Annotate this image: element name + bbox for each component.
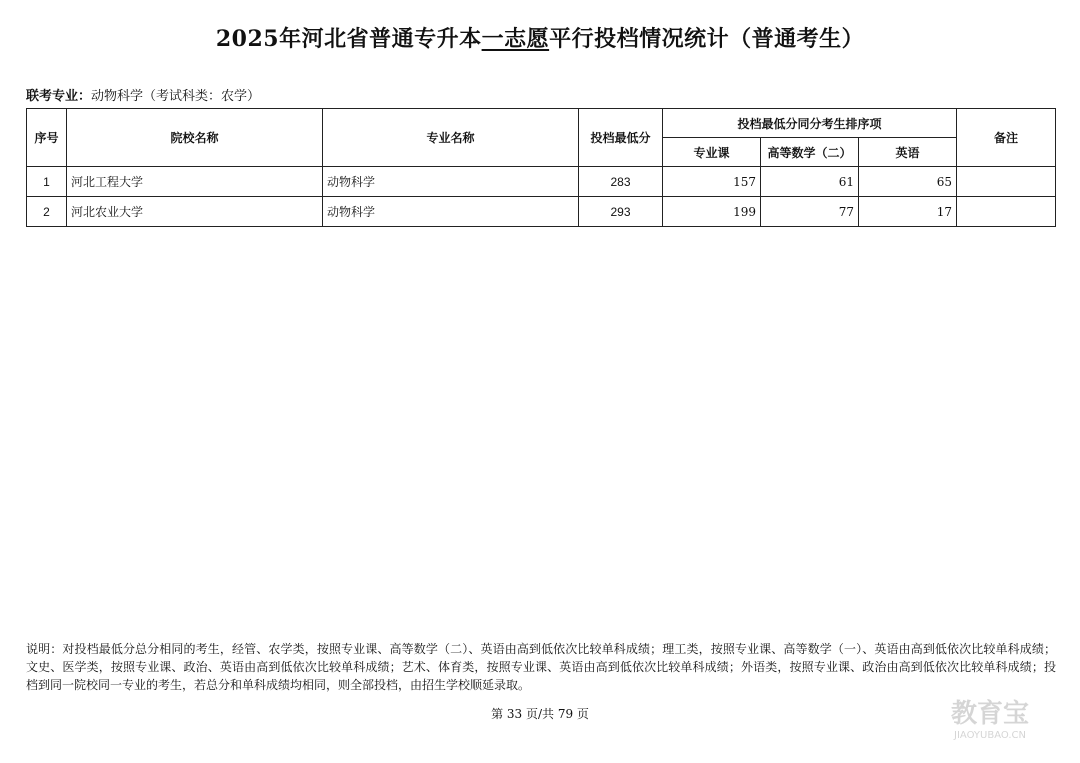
- watermark-en: JIAOYUBAO.CN: [954, 730, 1026, 741]
- cell-min-score: 283: [579, 167, 663, 197]
- cell-english: 65: [859, 167, 957, 197]
- header-remark: 备注: [957, 109, 1056, 167]
- exam-major-value: 动物科学（考试科类：农学）: [91, 89, 261, 104]
- title-prefix: 2025年河北省普通专升本: [215, 26, 482, 52]
- header-major: 专业名称: [323, 109, 579, 167]
- header-min-score: 投档最低分: [579, 109, 663, 167]
- cell-math: 77: [761, 197, 859, 227]
- header-index: 序号: [27, 109, 67, 167]
- header-math: 高等数学（二）: [761, 138, 859, 167]
- exam-major-line: [26, 85, 260, 104]
- page-number: 第 33 页/共 79 页: [491, 707, 589, 721]
- cell-index: 1: [27, 167, 67, 197]
- header-english: 英语: [859, 138, 957, 167]
- cell-remark: [957, 197, 1056, 227]
- cell-major-course: 199: [663, 197, 761, 227]
- table-row: [27, 167, 1056, 197]
- exam-major-label: 联考专业：: [26, 89, 92, 104]
- title-underlined: 一志愿: [481, 26, 550, 52]
- cell-math: 61: [761, 167, 859, 197]
- table-row: [27, 197, 1056, 227]
- cell-school: 河北工程大学: [67, 167, 323, 197]
- header-school: 院校名称: [67, 109, 323, 167]
- cell-remark: [957, 167, 1056, 197]
- cell-major: 动物科学: [323, 167, 579, 197]
- admission-table: [26, 108, 1056, 227]
- header-major-course: 专业课: [663, 138, 761, 167]
- cell-index: 2: [27, 197, 67, 227]
- table-header-row: [27, 109, 1056, 138]
- explanation-note: 说明：对投档最低分总分相同的考生，经管、农学类，按照专业课、高等数学（二）、英语由高到低依次比较单科成绩；理工类，按照专业课、高等数学（一）、英语由高到低依次比较单科成绩；文史、医学类，按照专业课、政治、英语由高到低依次比较单科成绩；艺术、体育类，按照专业课、英语由高到低依次比较单科成绩；外语类，按照专业课、政治由高到低依次比较单科成绩；投档到同一院校同一专业的考生，若总分和单科成绩均相同，则全部投档，由招生学校顺延录取。: [26, 642, 1056, 692]
- cell-english: 17: [859, 197, 957, 227]
- cell-school: 河北农业大学: [67, 197, 323, 227]
- title-suffix: 平行投档情况统计（普通考生）: [549, 26, 865, 52]
- cell-major-course: 157: [663, 167, 761, 197]
- cell-major: 动物科学: [323, 197, 579, 227]
- cell-min-score: 293: [579, 197, 663, 227]
- page-title: [0, 22, 1080, 53]
- header-tiebreak-group: 投档最低分同分考生排序项: [663, 109, 957, 138]
- watermark-logo: [920, 692, 1060, 742]
- watermark-cn: 教育宝: [950, 699, 1030, 729]
